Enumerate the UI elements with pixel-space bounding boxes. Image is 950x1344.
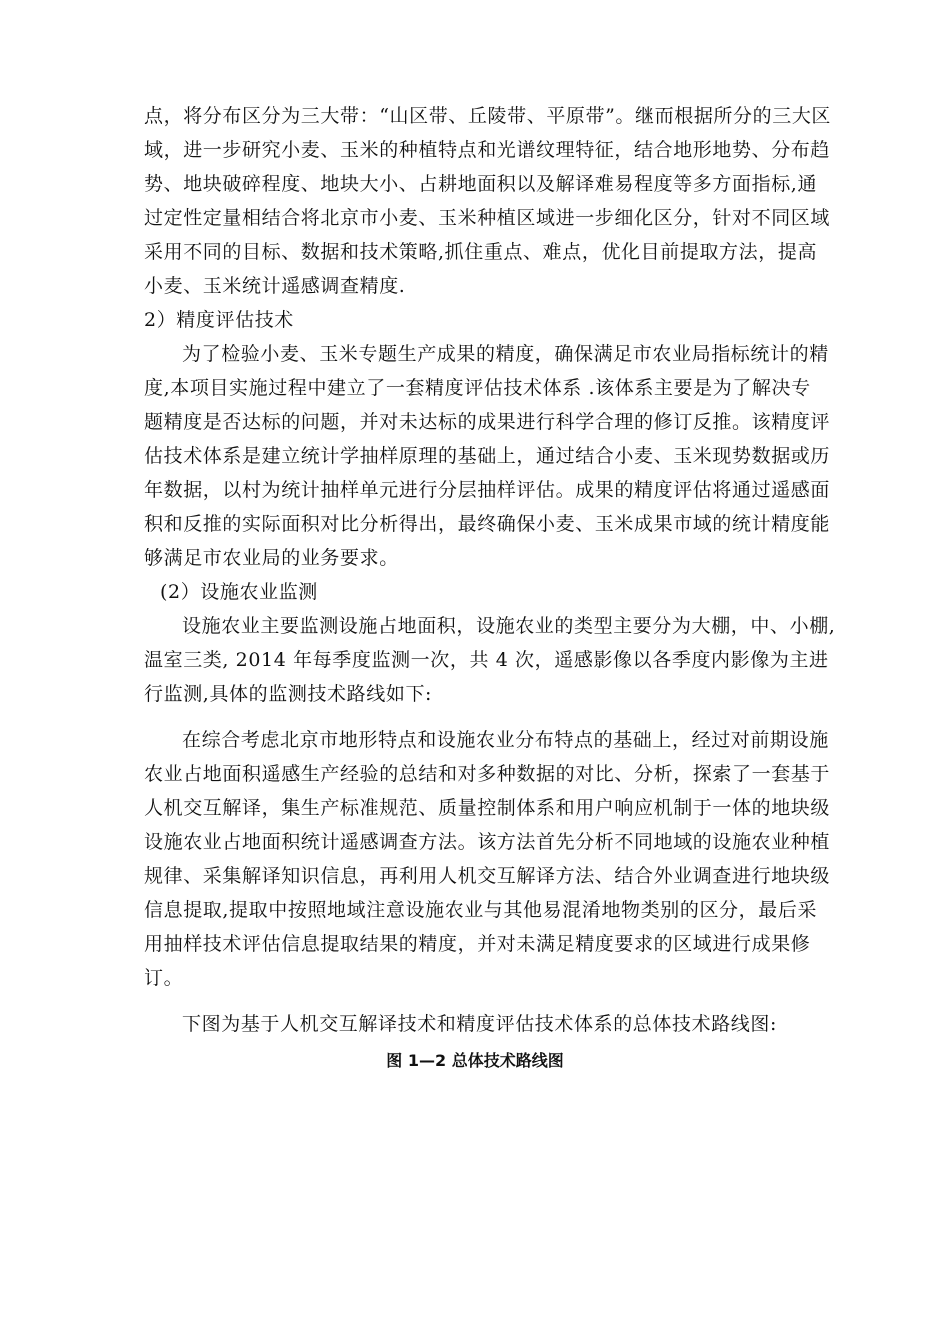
- paragraph-4-line-4: 设施农业占地面积统计遥感调查方法。该方法首先分析不同地域的设施农业种植: [144, 831, 831, 853]
- paragraph-2-line-4: 估技术体系是建立统计学抽样原理的基础上，通过结合小麦、玉米现势数据或历: [144, 445, 831, 467]
- paragraph-4-line-3: 人机交互解译，集生产标准规范、质量控制体系和用户响应机制于一体的地块级: [144, 797, 831, 819]
- paragraph-2-line-3: 题精度是否达标的问题，并对未达标的成果进行科学合理的修订反推。该精度评: [144, 411, 831, 433]
- paragraph-1-line-1: 点，将分布区分为三大带：“山区带、丘陵带、平原带”。继而根据所分的三大区: [144, 105, 832, 127]
- paragraph-4-line-7: 用抽样技术评估信息提取结果的精度，并对未满足精度要求的区域进行成果修: [144, 933, 811, 955]
- paragraph-1-line-4: 过定性定量相结合将北京市小麦、玉米种植区域进一步细化区分，针对不同区域: [144, 207, 831, 229]
- paragraph-5: 下图为基于人机交互解译技术和精度评估技术体系的总体技术路线图:: [182, 1013, 778, 1035]
- section-heading-facility: (2）设施农业监测: [160, 581, 318, 603]
- paragraph-3-line-1: 设施农业主要监测设施占地面积，设施农业的类型主要分为大棚，中、小棚,: [182, 615, 836, 637]
- paragraph-2-line-1: 为了检验小麦、玉米专题生产成果的精度，确保满足市农业局指标统计的精: [182, 343, 829, 365]
- section-heading-accuracy: 2）精度评估技术: [144, 309, 294, 331]
- paragraph-2-line-6: 积和反推的实际面积对比分析得出，最终确保小麦、玉米成果市域的统计精度能: [144, 513, 831, 535]
- figure-caption: 图 1—2 总体技术路线图: [386, 1051, 564, 1070]
- paragraph-3-line-2: 温室三类, 2014 年每季度监测一次，共 4 次，遥感影像以各季度内影像为主进: [144, 649, 829, 671]
- paragraph-4-line-1: 在综合考虑北京市地形特点和设施农业分布特点的基础上，经过对前期设施: [182, 729, 829, 751]
- paragraph-4-line-5: 规律、采集解译知识信息，再利用人机交互解译方法、结合外业调查进行地块级: [144, 865, 831, 887]
- paragraph-2-line-7: 够满足市农业局的业务要求。: [144, 547, 399, 569]
- paragraph-1-line-3: 势、地块破碎程度、地块大小、占耕地面积以及解译难易程度等多方面指标,通: [144, 173, 818, 195]
- paragraph-4-line-8: 订。: [144, 967, 184, 989]
- paragraph-1-line-2: 域，进一步研究小麦、玉米的种植特点和光谱纹理特征，结合地形地势、分布趋: [144, 139, 831, 161]
- paragraph-3-line-3: 行监测,具体的监测技术路线如下:: [144, 683, 433, 705]
- paragraph-4-line-6: 信息提取,提取中按照地域注意设施农业与其他易混淆地物类别的区分，最后采: [144, 899, 818, 921]
- paragraph-2-line-5: 年数据，以村为统计抽样单元进行分层抽样评估。成果的精度评估将通过遥感面: [144, 479, 831, 501]
- paragraph-1-line-6: 小麦、玉米统计遥感调查精度.: [144, 275, 406, 297]
- paragraph-2-line-2: 度,本项目实施过程中建立了一套精度评估技术体系 .该体系主要是为了解决专: [144, 377, 811, 399]
- paragraph-4-line-2: 农业占地面积遥感生产经验的总结和对多种数据的对比、分析，探索了一套基于: [144, 763, 831, 785]
- paragraph-1-line-5: 采用不同的目标、数据和技术策略,抓住重点、难点，优化目前提取方法，提高: [144, 241, 818, 263]
